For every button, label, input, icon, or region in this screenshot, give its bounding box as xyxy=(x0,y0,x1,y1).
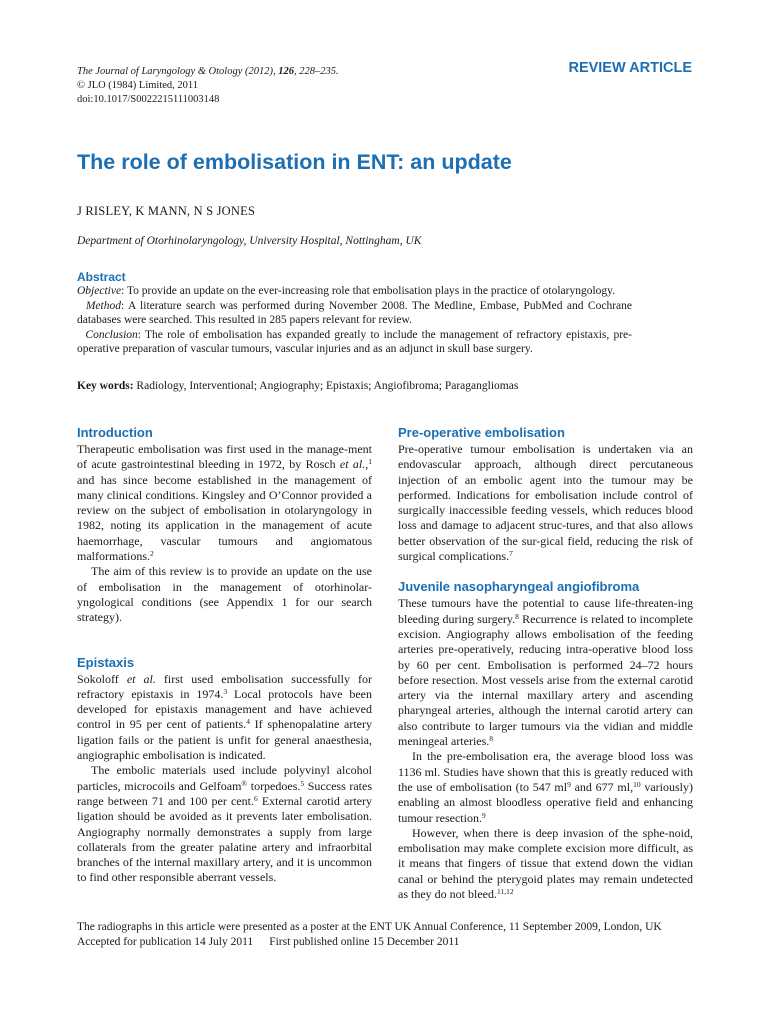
citation-line xyxy=(77,65,497,79)
footnote xyxy=(77,920,697,950)
comma: , xyxy=(365,457,369,472)
section-heading-introduction: Introduction xyxy=(77,425,153,440)
epistaxis-text-a: Sokoloff xyxy=(77,671,127,686)
reference-10[interactable]: 10 xyxy=(633,779,641,789)
footnote-dates xyxy=(77,935,697,950)
objective-text: : To provide an update on the ever-increasing role that embolisation plays in the practice of otolaryngology. xyxy=(121,285,616,297)
epistaxis-text-d: If sphenopalatine artery ligation fails or the patient is unfit for general anaesthesia, angiographic embolisation is indicated. xyxy=(77,717,372,763)
et-al: et al. xyxy=(339,457,366,472)
objective-label: Objective xyxy=(77,285,122,297)
reference-4[interactable]: 4 xyxy=(246,717,250,727)
reference-6[interactable]: 6 xyxy=(253,793,258,803)
epistaxis-p2-text-c: Success rates range between 71 and 100 per cent. xyxy=(77,778,372,808)
intro-paragraph-2: The aim of this review is to provide an update on the use of embolisation in the management of otorhinolar-yngological conditions (see Appendix 1 for our search strategy). xyxy=(77,564,372,625)
reference-11-12[interactable]: 11,12 xyxy=(496,887,514,897)
reference-7[interactable]: 7 xyxy=(509,549,513,559)
intro-text-b: and has since become established in the management of many clinical conditions. Kingsley and O’Connor provided a review on the subject of embolisation in otolaryngology in 1982, noting its application in the management of acute haemorrhage, vascular tumours and angiomatous malformations. xyxy=(77,472,372,564)
section-heading-preop: Pre-operative embolisation xyxy=(398,425,565,440)
reference-2[interactable]: 2 xyxy=(149,549,154,559)
volume: 126 xyxy=(278,66,294,77)
epistaxis-text-b: first used embolisation successfully for refractory epistaxis in 1974. xyxy=(77,671,372,701)
conclusion-label: Conclusion xyxy=(85,328,138,341)
conclusion-text: : The role of embolisation has expanded greatly to include the management of refractory epistaxis, pre-operative preparation of vascular tumours, vascular injuries and as an adjunct in skull base surgery. xyxy=(77,328,632,356)
jna-p2-text-b: and 677 ml, xyxy=(570,779,634,794)
keywords-text: Radiology, Interventional; Angiography; Epistaxis; Angiofibroma; Paragangliomas xyxy=(133,380,519,392)
reference-1[interactable]: 1 xyxy=(368,457,372,467)
reference-9[interactable]: 9 xyxy=(481,810,486,820)
accepted-date: Accepted for publication 14 July 2011 xyxy=(77,936,254,948)
journal-name: The Journal of Laryngology & Otology (2012), xyxy=(77,66,279,77)
footnote-conference: The radiographs in this article were presented as a poster at the ENT UK Annual Conference, 11 September 2009, London, UK xyxy=(77,921,662,933)
registered-mark: ® xyxy=(241,778,248,788)
doi-link[interactable]: doi:10.1017/S0022215111003148 xyxy=(77,94,220,105)
published-date: First published online 15 December 2011 xyxy=(269,936,460,948)
journal-header xyxy=(77,65,497,107)
keywords-label: Key words: xyxy=(77,380,134,392)
abstract-conclusion xyxy=(77,328,632,357)
abstract-objective xyxy=(77,284,632,299)
abstract xyxy=(77,270,632,357)
preop-paragraph-1 xyxy=(398,442,693,564)
article-type-label: REVIEW ARTICLE xyxy=(568,60,692,76)
copyright: © JLO (1984) Limited, 2011 xyxy=(77,80,199,91)
section-heading-jna: Juvenile nasopharyngeal angiofibroma xyxy=(398,579,640,595)
right-column xyxy=(398,424,693,902)
jna-p2-text-c: variously) enabling an almost bloodless operative field and enhancing tumour resection. xyxy=(398,779,693,825)
authors: J RISLEY, K MANN, N S JONES xyxy=(77,204,256,218)
method-label: Method xyxy=(85,299,121,312)
abstract-method xyxy=(77,299,632,328)
epistaxis-paragraph-1 xyxy=(77,672,372,764)
jna-paragraph-2 xyxy=(398,749,693,825)
reference-8[interactable]: 8 xyxy=(515,611,519,621)
reference-8[interactable]: 8 xyxy=(489,734,494,744)
epistaxis-p2-text-b: torpedoes. xyxy=(247,778,301,793)
epistaxis-p2-text-a: The embolic materials used include polyvinyl alcohol particles, microcoils and Gelfoam xyxy=(77,763,372,793)
jna-text-a: These tumours have the potential to cause life-threaten-ing bleeding during surgery. xyxy=(398,596,693,626)
jna-paragraph-1 xyxy=(398,596,693,749)
method-text: : A literature search was performed during November 2008. The Medline, Embase, PubMed and Cochrane databases were searched. This resulted in 285 papers relevant for review. xyxy=(77,299,632,327)
jna-paragraph-3 xyxy=(398,826,693,902)
abstract-heading: Abstract xyxy=(77,270,126,284)
epistaxis-text-c: Local protocols have been developed for epistaxis management and have achieved control in 95 per cent of patients. xyxy=(77,686,372,732)
left-column xyxy=(77,424,372,886)
epistaxis-p2-text-d: External carotid artery ligation should be avoided as it prevents later embolisation. Angiography normally demonstrates a supply from large collaterals from the greater palatine artery and infraorbital branches of the internal maxillary artery, and it is uncommon to find other responsible aberrant vessels. xyxy=(77,793,372,885)
reference-9[interactable]: 9 xyxy=(567,779,571,789)
jna-p2-text-a: In the pre-embolisation era, the average blood loss was 1136 ml. Studies have shown that this is greatly reduced with the use of embolisation (to 547 ml xyxy=(398,749,693,794)
epistaxis-paragraph-2 xyxy=(77,763,372,885)
affiliation: Department of Otorhinolaryngology, University Hospital, Nottingham, UK xyxy=(77,235,422,247)
jna-text-b: Recurrence is related to incomplete excision. Angiography allows embolisation of the feeding arteries pre-operatively, reducing intra-operative blood loss by 60 per cent. Embolisation is performed 24–72 hours before resection. Most vessels arise from the external carotid artery via the internal maxillary artery and ascending pharyngeal arteries, although the internal carotid artery can also contribute to larger tumours via the vidian and middle meningeal arteries. xyxy=(398,611,693,749)
section-heading-epistaxis: Epistaxis xyxy=(77,654,135,670)
reference-5[interactable]: 5 xyxy=(300,778,305,788)
reference-3[interactable]: 3 xyxy=(223,686,228,696)
jna-p3-text: However, when there is deep invasion of the sphe-noid, embolisation may make complete excision more difficult, as it means that fingers of tissue that extend down the vidian canal or behind the pterygoid plates may remain undetected as they do not bleed. xyxy=(398,825,693,902)
preop-text: Pre-operative tumour embolisation is undertaken via an endovascular approach, although direct percutaneous injection of an embolic agent into the tumour may be performed. Indications for embolisation include control of surgically inaccessible feeding vessels, which reduces blood loss and damage to adjacent struc-tures, and that also allows better observation of the sur-gical field, reducing the risk of surgical complications. xyxy=(398,442,693,564)
article-title: The role of embolisation in ENT: an update xyxy=(77,150,512,174)
intro-paragraph-1 xyxy=(77,442,372,564)
et-al: et al. xyxy=(126,671,156,686)
intro-text-a: Therapeutic embolisation was first used in the manage-ment of acute gastrointestinal bleeding in 1972, by Rosch xyxy=(77,442,372,472)
keywords xyxy=(77,379,677,393)
pages: , 228–235. xyxy=(293,66,339,77)
